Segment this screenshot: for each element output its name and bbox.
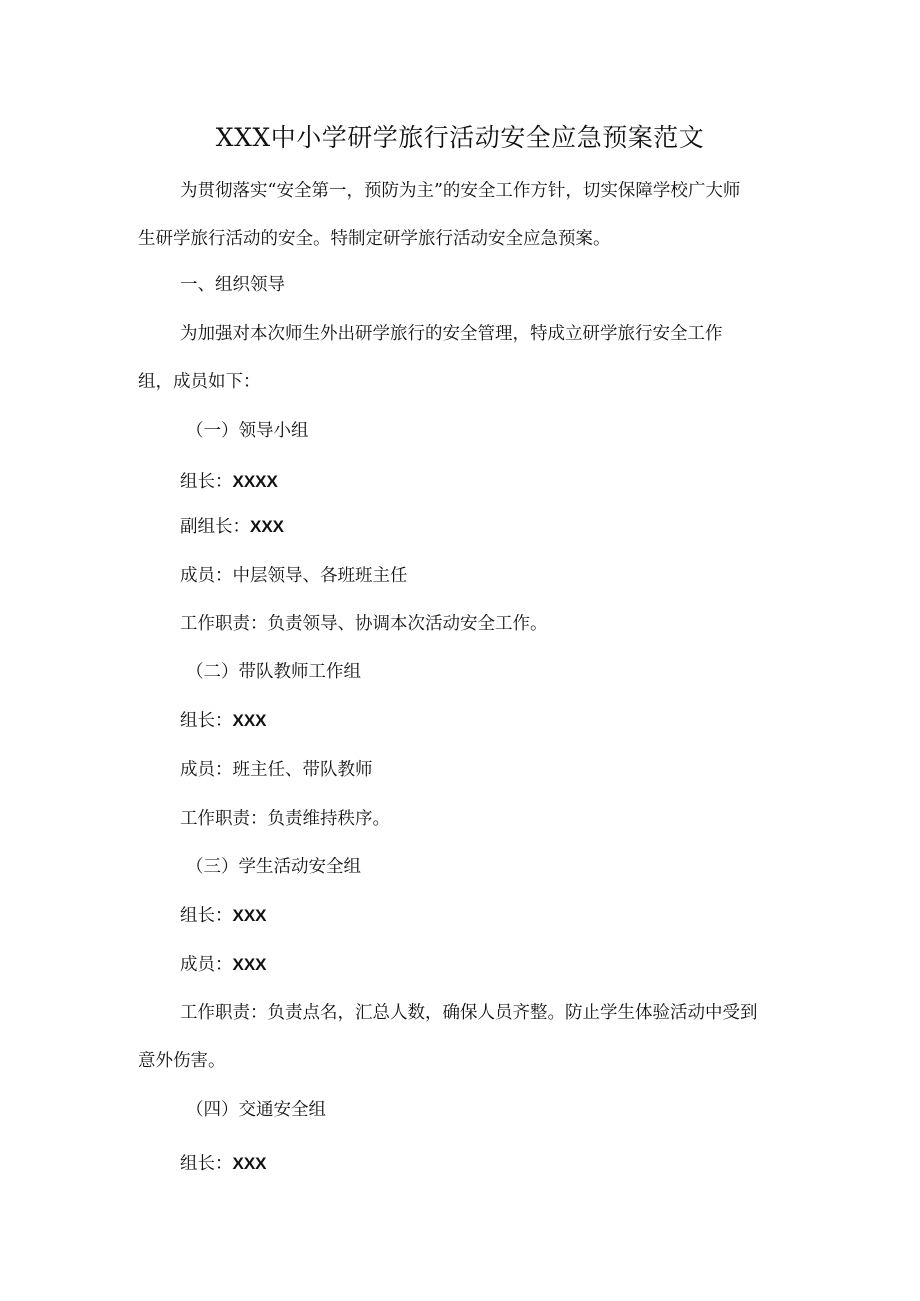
leader-value: XXX <box>232 906 267 925</box>
members-label: 成员： <box>180 955 233 975</box>
group-heading-leadership: （一）领导小组 <box>186 421 309 441</box>
deputy-value: XXX <box>250 517 285 536</box>
leader-value: XXXX <box>232 472 278 491</box>
group3-members-line <box>180 952 267 978</box>
leader-value: XXX <box>232 711 267 730</box>
leader-label: 组长： <box>180 1154 233 1174</box>
group-heading-student-safety: （三）学生活动安全组 <box>186 857 361 877</box>
leader-label: 组长： <box>180 906 233 926</box>
section-heading-organization: 一、组织领导 <box>180 275 285 295</box>
group3-duty-line-2: 意外伤害。 <box>138 1051 226 1071</box>
leader-value: XXX <box>232 1154 267 1173</box>
group-heading-escort-teachers: （二）带队教师工作组 <box>186 662 361 682</box>
group3-duty-line-1: 工作职责：负责点名，汇总人数，确保人员齐整。防止学生体验活动中受到 <box>180 1003 758 1023</box>
group1-members-line: 成员：中层领导、各班班主任 <box>180 566 408 586</box>
document-title: XXX中小学研学旅行活动安全应急预案范文 <box>215 123 705 152</box>
intro-line-2: 生研学旅行活动的安全。特制定研学旅行活动安全应急预案。 <box>138 229 611 249</box>
deputy-label: 副组长： <box>180 517 250 537</box>
members-value: XXX <box>232 955 267 974</box>
group-heading-traffic-safety: （四）交通安全组 <box>186 1100 326 1120</box>
group1-duty-line: 工作职责：负责领导、协调本次活动安全工作。 <box>180 614 548 634</box>
group2-members-line: 成员：班主任、带队教师 <box>180 760 373 780</box>
group1-leader-line <box>180 469 278 495</box>
leader-label: 组长： <box>180 711 233 731</box>
section1-paragraph-line-2: 组，成员如下： <box>138 372 261 392</box>
group3-leader-line <box>180 903 267 929</box>
leader-label: 组长： <box>180 472 233 492</box>
group2-leader-line <box>180 708 267 734</box>
intro-line-1: 为贯彻落实“安全第一，预防为主”的安全工作方针，切实保障学校广大师 <box>180 181 741 201</box>
group4-leader-line <box>180 1151 267 1177</box>
section1-paragraph-line-1: 为加强对本次师生外出研学旅行的安全管理，特成立研学旅行安全工作 <box>180 324 723 344</box>
group2-duty-line: 工作职责：负责维持秩序。 <box>180 809 390 829</box>
group1-deputy-line <box>180 514 284 540</box>
